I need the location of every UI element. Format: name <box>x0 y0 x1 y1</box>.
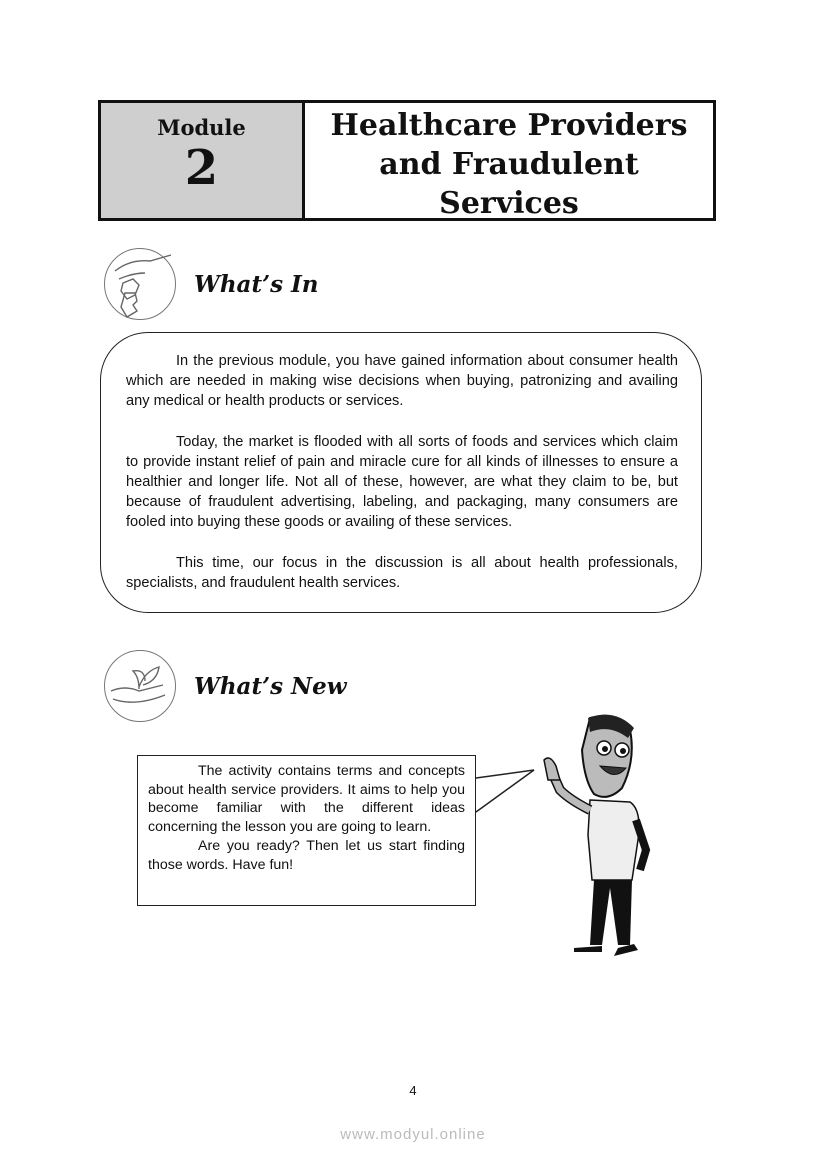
paragraph: Are you ready? Then let us start finding those words. Have fun! <box>148 837 465 873</box>
whats-in-textbox <box>100 332 702 613</box>
paragraph: Today, the market is flooded with all sorts of foods and services which claim to provide instant relief of pain and miracle cure for all kinds of illnesses to ensure a healthier and longer life. Not all of these, however, are what they claim to be, but because of fraudulent advertising, labeling, and packaging, many consumers are fooled into buying these goods or availing of these services. <box>126 433 678 531</box>
module-number-box <box>101 103 305 218</box>
page-number: 4 <box>409 1083 417 1098</box>
puzzle-hand-icon <box>104 248 176 320</box>
module-number: 2 <box>184 140 219 196</box>
paragraph: In the previous module, you have gained information about consumer health which are needed in making wise decisions when buying, patronizing and availing any medical or health products or services. <box>126 353 678 410</box>
title-line: and Fraudulent <box>379 147 639 182</box>
speech-bubble <box>137 755 476 906</box>
watermark: www.modyul.online <box>340 1126 486 1143</box>
title-line: Services <box>439 186 579 221</box>
paragraph: The activity contains terms and concepts about health service providers. It aims to help you become familiar with the different ideas concerning the lesson you are going to learn. <box>148 763 465 836</box>
module-title <box>305 103 713 221</box>
module-header <box>98 100 716 221</box>
title-line: Healthcare Providers <box>330 108 688 143</box>
boy-character-illustration <box>530 710 660 965</box>
plant-hand-icon <box>104 650 176 722</box>
whats-in-heading: What’s In <box>194 271 319 298</box>
paragraph: This time, our focus in the discussion is all about health professionals, specialists, and fraudulent health services. <box>126 554 678 591</box>
module-label: Module <box>157 115 246 140</box>
whats-new-heading: What’s New <box>194 673 347 700</box>
